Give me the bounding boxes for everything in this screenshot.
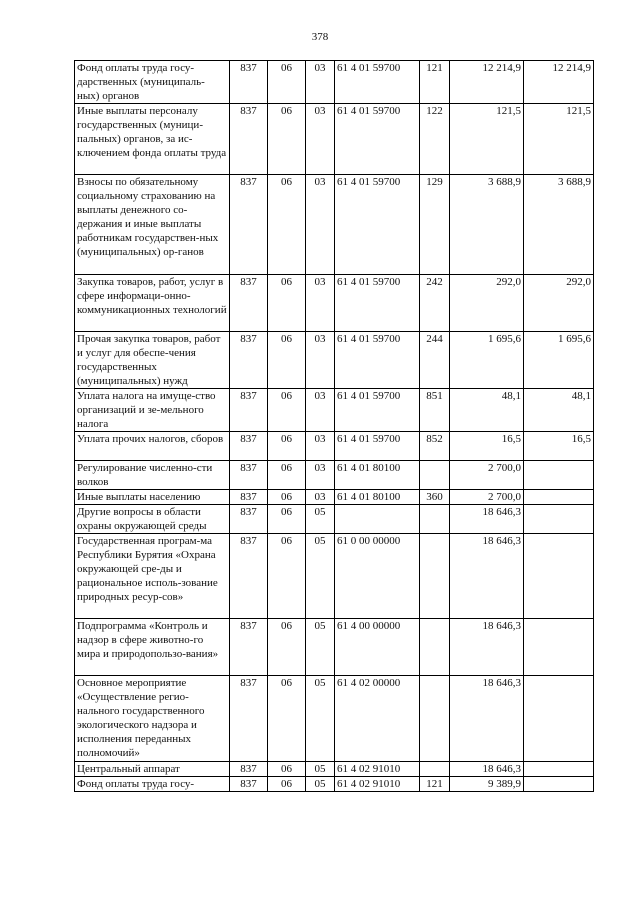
- amount-cell: 3 688,9: [450, 175, 524, 275]
- dept-code-cell: 837: [230, 389, 268, 432]
- subsection-code-cell: 03: [306, 432, 335, 461]
- amount-cell: 48,1: [450, 389, 524, 432]
- table-row: [75, 175, 594, 275]
- item-name-cell: Центральный аппарат: [75, 762, 230, 777]
- expense-type-code-cell: [420, 762, 450, 777]
- expense-type-code-cell: [420, 505, 450, 534]
- budget-table: [74, 60, 594, 792]
- dept-code-cell: 837: [230, 676, 268, 762]
- amount-executed-cell: [524, 461, 594, 490]
- target-article-code-cell: 61 4 01 59700: [335, 61, 420, 104]
- item-name-cell: Закупка товаров, работ, услуг в сфере информаци-онно-коммуникационных технологий: [75, 275, 230, 332]
- amount-executed-cell: 16,5: [524, 432, 594, 461]
- item-name-cell: Регулирование численно-сти волков: [75, 461, 230, 490]
- amount-cell: 12 214,9: [450, 61, 524, 104]
- subsection-code-cell: 03: [306, 490, 335, 505]
- expense-type-code-cell: [420, 676, 450, 762]
- subsection-code-cell: 05: [306, 619, 335, 676]
- item-name-cell: Уплата налога на имуще-ство организаций и зе-мельного налога: [75, 389, 230, 432]
- subsection-code-cell: 03: [306, 461, 335, 490]
- amount-cell: 18 646,3: [450, 676, 524, 762]
- dept-code-cell: 837: [230, 762, 268, 777]
- amount-cell: 16,5: [450, 432, 524, 461]
- target-article-code-cell: 61 4 01 80100: [335, 461, 420, 490]
- section-code-cell: 06: [268, 275, 306, 332]
- dept-code-cell: 837: [230, 432, 268, 461]
- section-code-cell: 06: [268, 762, 306, 777]
- table-row: [75, 762, 594, 777]
- expense-type-code-cell: [420, 534, 450, 619]
- amount-executed-cell: 3 688,9: [524, 175, 594, 275]
- target-article-code-cell: 61 4 01 59700: [335, 389, 420, 432]
- expense-type-code-cell: 129: [420, 175, 450, 275]
- item-name-cell: Уплата прочих налогов, сборов: [75, 432, 230, 461]
- section-code-cell: 06: [268, 505, 306, 534]
- table-row: [75, 432, 594, 461]
- expense-type-code-cell: [420, 461, 450, 490]
- item-name-cell: Иные выплаты персоналу государственных (муници-пальных) органов, за ис-ключением фонда оплаты труда: [75, 104, 230, 175]
- target-article-code-cell: 61 4 01 59700: [335, 432, 420, 461]
- target-article-code-cell: [335, 505, 420, 534]
- section-code-cell: 06: [268, 490, 306, 505]
- section-code-cell: 06: [268, 676, 306, 762]
- amount-cell: 2 700,0: [450, 461, 524, 490]
- amount-cell: 2 700,0: [450, 490, 524, 505]
- item-name-cell: Подпрограмма «Контроль и надзор в сфере животно-го мира и природопользо-вания»: [75, 619, 230, 676]
- amount-executed-cell: [524, 505, 594, 534]
- dept-code-cell: 837: [230, 619, 268, 676]
- item-name-cell: Основное мероприятие «Осуществление регио-нального государственного экологического надзора и исполнения переданных полномочий»: [75, 676, 230, 762]
- amount-executed-cell: 1 695,6: [524, 332, 594, 389]
- table-row: [75, 534, 594, 619]
- table-row: [75, 104, 594, 175]
- subsection-code-cell: 05: [306, 534, 335, 619]
- target-article-code-cell: 61 4 00 00000: [335, 619, 420, 676]
- table-row: [75, 461, 594, 490]
- subsection-code-cell: 03: [306, 104, 335, 175]
- amount-cell: 18 646,3: [450, 505, 524, 534]
- section-code-cell: 06: [268, 104, 306, 175]
- target-article-code-cell: 61 0 00 00000: [335, 534, 420, 619]
- amount-cell: 292,0: [450, 275, 524, 332]
- table-row: [75, 332, 594, 389]
- table-row: [75, 490, 594, 505]
- dept-code-cell: 837: [230, 104, 268, 175]
- table-row: [75, 619, 594, 676]
- amount-executed-cell: [524, 762, 594, 777]
- amount-executed-cell: [524, 534, 594, 619]
- table-row: [75, 777, 594, 792]
- section-code-cell: 06: [268, 619, 306, 676]
- target-article-code-cell: 61 4 01 80100: [335, 490, 420, 505]
- item-name-cell: Государственная програм-ма Республики Бурятия «Охрана окружающей сре-ды и рациональное исполь-зование природных ресур-сов»: [75, 534, 230, 619]
- expense-type-code-cell: 121: [420, 61, 450, 104]
- expense-type-code-cell: 360: [420, 490, 450, 505]
- expense-type-code-cell: 242: [420, 275, 450, 332]
- table-row: [75, 505, 594, 534]
- page-number: 378: [311, 31, 329, 43]
- amount-cell: 18 646,3: [450, 619, 524, 676]
- subsection-code-cell: 03: [306, 175, 335, 275]
- amount-cell: 18 646,3: [450, 762, 524, 777]
- table-row: [75, 676, 594, 762]
- subsection-code-cell: 03: [306, 332, 335, 389]
- subsection-code-cell: 05: [306, 505, 335, 534]
- dept-code-cell: 837: [230, 175, 268, 275]
- item-name-cell: Иные выплаты населению: [75, 490, 230, 505]
- item-name-cell: Другие вопросы в области охраны окружающей среды: [75, 505, 230, 534]
- dept-code-cell: 837: [230, 490, 268, 505]
- amount-cell: 9 389,9: [450, 777, 524, 792]
- amount-cell: 121,5: [450, 104, 524, 175]
- item-name-cell: Фонд оплаты труда госу-дарственных (муниципаль-ных) органов: [75, 61, 230, 104]
- amount-executed-cell: 292,0: [524, 275, 594, 332]
- target-article-code-cell: 61 4 01 59700: [335, 175, 420, 275]
- target-article-code-cell: 61 4 02 91010: [335, 777, 420, 792]
- amount-executed-cell: 48,1: [524, 389, 594, 432]
- subsection-code-cell: 03: [306, 61, 335, 104]
- dept-code-cell: 837: [230, 777, 268, 792]
- section-code-cell: 06: [268, 432, 306, 461]
- dept-code-cell: 837: [230, 61, 268, 104]
- amount-executed-cell: [524, 619, 594, 676]
- dept-code-cell: 837: [230, 461, 268, 490]
- section-code-cell: 06: [268, 389, 306, 432]
- expense-type-code-cell: 852: [420, 432, 450, 461]
- item-name-cell: Прочая закупка товаров, работ и услуг для обеспе-чения государственных (муниципальных) нужд: [75, 332, 230, 389]
- section-code-cell: 06: [268, 332, 306, 389]
- expense-type-code-cell: 851: [420, 389, 450, 432]
- table-row: [75, 275, 594, 332]
- dept-code-cell: 837: [230, 332, 268, 389]
- target-article-code-cell: 61 4 02 00000: [335, 676, 420, 762]
- table-row: [75, 389, 594, 432]
- target-article-code-cell: 61 4 01 59700: [335, 332, 420, 389]
- target-article-code-cell: 61 4 01 59700: [335, 275, 420, 332]
- dept-code-cell: 837: [230, 505, 268, 534]
- expense-type-code-cell: [420, 619, 450, 676]
- section-code-cell: 06: [268, 534, 306, 619]
- expense-type-code-cell: 122: [420, 104, 450, 175]
- dept-code-cell: 837: [230, 534, 268, 619]
- subsection-code-cell: 05: [306, 777, 335, 792]
- expense-type-code-cell: 121: [420, 777, 450, 792]
- amount-executed-cell: [524, 490, 594, 505]
- subsection-code-cell: 05: [306, 762, 335, 777]
- expense-type-code-cell: 244: [420, 332, 450, 389]
- amount-executed-cell: [524, 676, 594, 762]
- amount-executed-cell: 121,5: [524, 104, 594, 175]
- section-code-cell: 06: [268, 175, 306, 275]
- target-article-code-cell: 61 4 02 91010: [335, 762, 420, 777]
- amount-cell: 18 646,3: [450, 534, 524, 619]
- section-code-cell: 06: [268, 461, 306, 490]
- subsection-code-cell: 03: [306, 275, 335, 332]
- target-article-code-cell: 61 4 01 59700: [335, 104, 420, 175]
- amount-cell: 1 695,6: [450, 332, 524, 389]
- item-name-cell: Фонд оплаты труда госу-: [75, 777, 230, 792]
- section-code-cell: 06: [268, 777, 306, 792]
- table-row: [75, 61, 594, 104]
- amount-executed-cell: [524, 777, 594, 792]
- subsection-code-cell: 05: [306, 676, 335, 762]
- dept-code-cell: 837: [230, 275, 268, 332]
- item-name-cell: Взносы по обязательному социальному страхованию на выплаты денежного со-держания и иные выплаты работникам государствен-ных (муниципальных) ор-ганов: [75, 175, 230, 275]
- amount-executed-cell: 12 214,9: [524, 61, 594, 104]
- section-code-cell: 06: [268, 61, 306, 104]
- subsection-code-cell: 03: [306, 389, 335, 432]
